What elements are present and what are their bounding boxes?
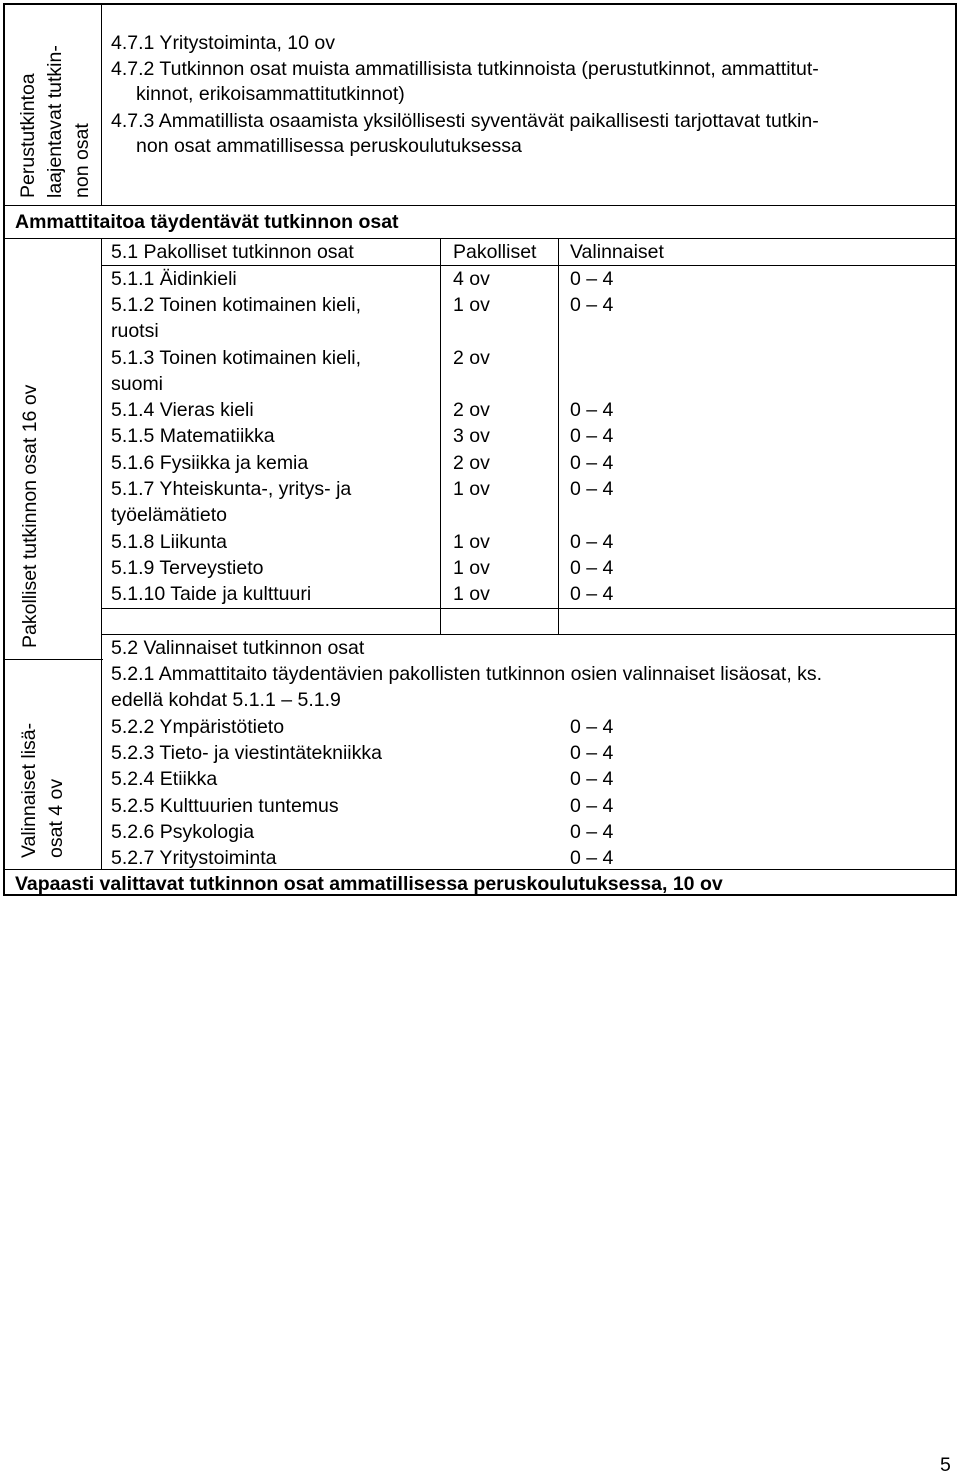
list-item-name: 5.2.3 Tieto- ja viestintätekniikka [111,742,382,764]
table-row-pakolliset: 1 ov [453,294,490,316]
list-item-value: 0 – 4 [570,821,614,843]
table-row-valinnaiset: 0 – 4 [570,583,614,605]
item-4-7-3: 4.7.3 Ammatillista osaamista yksilöllisesti syventävät paikallisesti tarjottavat tutkin- [111,110,819,132]
divider [101,3,102,206]
table-row-name-cont: työelämätieto [111,504,227,526]
valinnaiset-note: 5.2.1 Ammattitaito täydentävien pakollisten tutkinnon osien valinnaiset lisäosat, ks. [111,663,823,685]
table-row-name: 5.1.1 Äidinkieli [111,268,237,290]
list-item-name: 5.2.6 Psykologia [111,821,255,843]
table-row-name: 5.1.7 Yhteiskunta-, yritys- ja [111,478,352,500]
table-row-name-cont: suomi [111,373,164,395]
pakolliset-header: 5.1 Pakolliset tutkinnon osat [111,241,354,263]
table-row-pakolliset: 1 ov [453,478,490,500]
table-row-pakolliset: 2 ov [453,452,490,474]
item-4-7-2-cont: kinnot, erikoisammattitutkinnot) [136,83,405,105]
divider [101,238,102,870]
table-right-border [955,3,957,896]
list-item-name: 5.2.4 Etiikka [111,768,218,790]
table-row-pakolliset: 1 ov [453,583,490,605]
table-row-name: 5.1.10 Taide ja kulttuuri [111,583,312,605]
table-row-pakolliset: 1 ov [453,531,490,553]
table-row-pakolliset: 2 ov [453,399,490,421]
table-row-name: 5.1.5 Matematiikka [111,425,275,447]
table-row-pakolliset: 3 ov [453,425,490,447]
table-row-name: 5.1.2 Toinen kotimainen kieli, [111,294,362,316]
list-item-name: 5.2.7 Yritystoiminta [111,847,277,869]
table-row-name: 5.1.4 Vieras kieli [111,399,254,421]
table-row-valinnaiset: 0 – 4 [570,294,614,316]
table-row-pakolliset: 1 ov [453,557,490,579]
col-header-pakolliset: Pakolliset [453,241,537,263]
divider [3,205,957,206]
table-row-valinnaiset: 0 – 4 [570,557,614,579]
table-row-pakolliset: 4 ov [453,268,490,290]
page-number: 5 [940,1454,951,1476]
table-row-valinnaiset: 0 – 4 [570,399,614,421]
list-item-value: 0 – 4 [570,716,614,738]
divider [3,659,103,660]
table-left-border [3,3,5,896]
divider [101,608,957,609]
side-label-laajentavat: Perustutkintoa laajentavat tutkin- non osat [17,45,93,198]
list-item-value: 0 – 4 [570,795,614,817]
valinnaiset-header: 5.2 Valinnaiset tutkinnon osat [111,637,365,659]
table-row-valinnaiset: 0 – 4 [570,531,614,553]
list-item-value: 0 – 4 [570,847,614,869]
table-top-border [3,3,957,5]
list-item-value: 0 – 4 [570,768,614,790]
table-row-name: 5.1.9 Terveystieto [111,557,264,579]
table-row-valinnaiset: 0 – 4 [570,425,614,447]
table-row-name: 5.1.6 Fysiikka ja kemia [111,452,309,474]
table-row-name: 5.1.8 Liikunta [111,531,228,553]
list-item-value: 0 – 4 [570,742,614,764]
table-row-name-cont: ruotsi [111,320,159,342]
table-row-valinnaiset: 0 – 4 [570,478,614,500]
divider [440,238,441,634]
item-4-7-3-cont: non osat ammatillisessa peruskoulutuksessa [136,135,522,157]
footer-row-vapaasti: Vapaasti valittavat tutkinnon osat ammatillisessa peruskoulutuksessa, 10 ov [15,873,723,895]
divider [558,238,559,634]
item-4-7-2: 4.7.2 Tutkinnon osat muista ammatillisista tutkinnoista (perustutkinnot, ammattitut- [111,58,819,80]
section-header-ammattitaitoa: Ammattitaitoa täydentävät tutkinnon osat [15,211,399,233]
table-row-valinnaiset: 0 – 4 [570,452,614,474]
item-4-7-1: 4.7.1 Yritystoiminta, 10 ov [111,32,336,54]
table-row-pakolliset: 2 ov [453,347,490,369]
side-label-valinnaiset: Valinnaiset lisä- osat 4 ov [18,722,67,858]
col-header-valinnaiset: Valinnaiset [570,241,664,263]
list-item-name: 5.2.2 Ympäristötieto [111,716,285,738]
valinnaiset-note-cont: edellä kohdat 5.1.1 – 5.1.9 [111,689,341,711]
list-item-name: 5.2.5 Kulttuurien tuntemus [111,795,339,817]
table-row-name: 5.1.3 Toinen kotimainen kieli, [111,347,362,369]
table-row-valinnaiset: 0 – 4 [570,268,614,290]
side-label-pakolliset: Pakolliset tutkinnon osat 16 ov [19,384,41,648]
